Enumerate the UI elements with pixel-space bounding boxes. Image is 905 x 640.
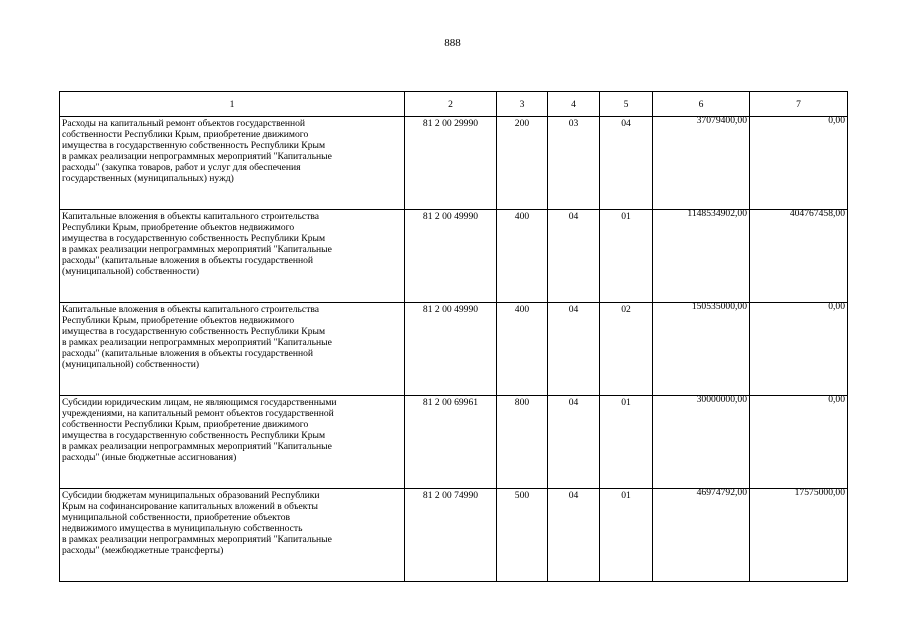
description-line: Субсидии юридическим лицам, не являющимся государственными — [62, 397, 337, 408]
section-code: 04 — [548, 396, 600, 489]
description-line: муниципальной собственности, приобретение объектов — [62, 512, 291, 523]
expense-type-code: 800 — [497, 396, 548, 489]
amount-col7 — [750, 396, 848, 489]
amount-col7-value: 0,00 — [828, 394, 845, 405]
amount-col6-value: 37079400,00 — [696, 115, 747, 126]
amount-col7 — [750, 210, 848, 303]
section-code: 04 — [548, 489, 600, 582]
amount-col6-value: 46974792,00 — [696, 487, 747, 498]
expense-description — [60, 396, 405, 489]
description-line: расходы" (иные бюджетные ассигнования) — [62, 452, 237, 463]
description-line: Субсидии бюджетам муниципальных образований Республики — [62, 490, 320, 501]
description-line: в рамках реализации непрограммных мероприятий "Капитальные — [62, 151, 332, 162]
column-header: 3 — [497, 92, 548, 117]
description-line: учреждениями, на капитальный ремонт объектов государственной — [62, 408, 334, 419]
description-line: в рамках реализации непрограммных мероприятий "Капитальные — [62, 441, 332, 452]
description-line: собственности Республики Крым, приобретение движимого — [62, 419, 309, 430]
amount-col7-value: 0,00 — [828, 301, 845, 312]
description-line: Республики Крым, приобретение объектов недвижимого — [62, 315, 295, 326]
description-line: Капитальные вложения в объекты капитального строительства — [62, 211, 320, 222]
description-line: (муниципальной) собственности) — [62, 359, 200, 370]
expense-description — [60, 117, 405, 210]
expense-description — [60, 489, 405, 582]
description-line: расходы" (капитальные вложения в объекты государственной — [62, 348, 314, 359]
expense-type-code: 500 — [497, 489, 548, 582]
subsection-code: 01 — [600, 210, 653, 303]
subsection-code: 02 — [600, 303, 653, 396]
amount-col6 — [653, 117, 750, 210]
header-row — [60, 92, 848, 117]
target-article-code: 81 2 00 49990 — [405, 303, 497, 396]
description-line: в рамках реализации непрограммных мероприятий "Капитальные — [62, 244, 332, 255]
table-row — [60, 303, 848, 396]
description-line: Расходы на капитальный ремонт объектов государственной — [62, 118, 306, 129]
table-row — [60, 210, 848, 303]
description-line: расходы" (межбюджетные трансферты) — [62, 545, 224, 556]
description-line: недвижимого имущества в муниципальную собственность — [62, 523, 303, 534]
description-line: расходы" (капитальные вложения в объекты государственной — [62, 255, 314, 266]
table-row — [60, 117, 848, 210]
column-header: 5 — [600, 92, 653, 117]
subsection-code: 01 — [600, 489, 653, 582]
table-row — [60, 396, 848, 489]
target-article-code: 81 2 00 29990 — [405, 117, 497, 210]
description-line: расходы" (закупка товаров, работ и услуг для обеспечения — [62, 162, 301, 173]
section-code: 04 — [548, 303, 600, 396]
section-code: 03 — [548, 117, 600, 210]
description-line: в рамках реализации непрограммных мероприятий "Капитальные — [62, 337, 332, 348]
expense-type-code: 400 — [497, 210, 548, 303]
section-code: 04 — [548, 210, 600, 303]
amount-col6-value: 150535000,00 — [691, 301, 747, 312]
subsection-code: 04 — [600, 117, 653, 210]
amount-col7-value: 404767458,00 — [789, 208, 845, 219]
amount-col6 — [653, 303, 750, 396]
amount-col6-value: 30000000,00 — [696, 394, 747, 405]
column-header: 2 — [405, 92, 497, 117]
amount-col6-value: 1148534902,00 — [687, 208, 747, 219]
expense-description — [60, 303, 405, 396]
page-number: 888 — [444, 37, 461, 49]
description-line: имущества в государственную собственность Республики Крым — [62, 326, 326, 337]
table-row — [60, 489, 848, 582]
column-header: 6 — [653, 92, 750, 117]
amount-col7-value: 17575000,00 — [794, 487, 845, 498]
amount-col6 — [653, 210, 750, 303]
column-header: 7 — [750, 92, 848, 117]
description-line: имущества в государственную собственность Республики Крым — [62, 430, 326, 441]
description-line: государственных (муниципальных) нужд) — [62, 173, 234, 184]
expense-description — [60, 210, 405, 303]
target-article-code: 81 2 00 49990 — [405, 210, 497, 303]
description-line: Крым на софинансирование капитальных вложений в объекты — [62, 501, 318, 512]
budget-table — [59, 91, 848, 582]
column-header: 4 — [548, 92, 600, 117]
target-article-code: 81 2 00 69961 — [405, 396, 497, 489]
expense-type-code: 400 — [497, 303, 548, 396]
column-header: 1 — [60, 92, 405, 117]
description-line: Капитальные вложения в объекты капитального строительства — [62, 304, 320, 315]
amount-col7 — [750, 303, 848, 396]
expense-type-code: 200 — [497, 117, 548, 210]
description-line: имущества в государственную собственность Республики Крым — [62, 140, 326, 151]
amount-col7 — [750, 489, 848, 582]
description-line: Республики Крым, приобретение объектов недвижимого — [62, 222, 295, 233]
target-article-code: 81 2 00 74990 — [405, 489, 497, 582]
description-line: имущества в государственную собственность Республики Крым — [62, 233, 326, 244]
description-line: в рамках реализации непрограммных мероприятий "Капитальные — [62, 534, 332, 545]
amount-col7 — [750, 117, 848, 210]
subsection-code: 01 — [600, 396, 653, 489]
description-line: (муниципальной) собственности) — [62, 266, 200, 277]
description-line: собственности Республики Крым, приобретение движимого — [62, 129, 309, 140]
amount-col7-value: 0,00 — [828, 115, 845, 126]
amount-col6 — [653, 396, 750, 489]
amount-col6 — [653, 489, 750, 582]
